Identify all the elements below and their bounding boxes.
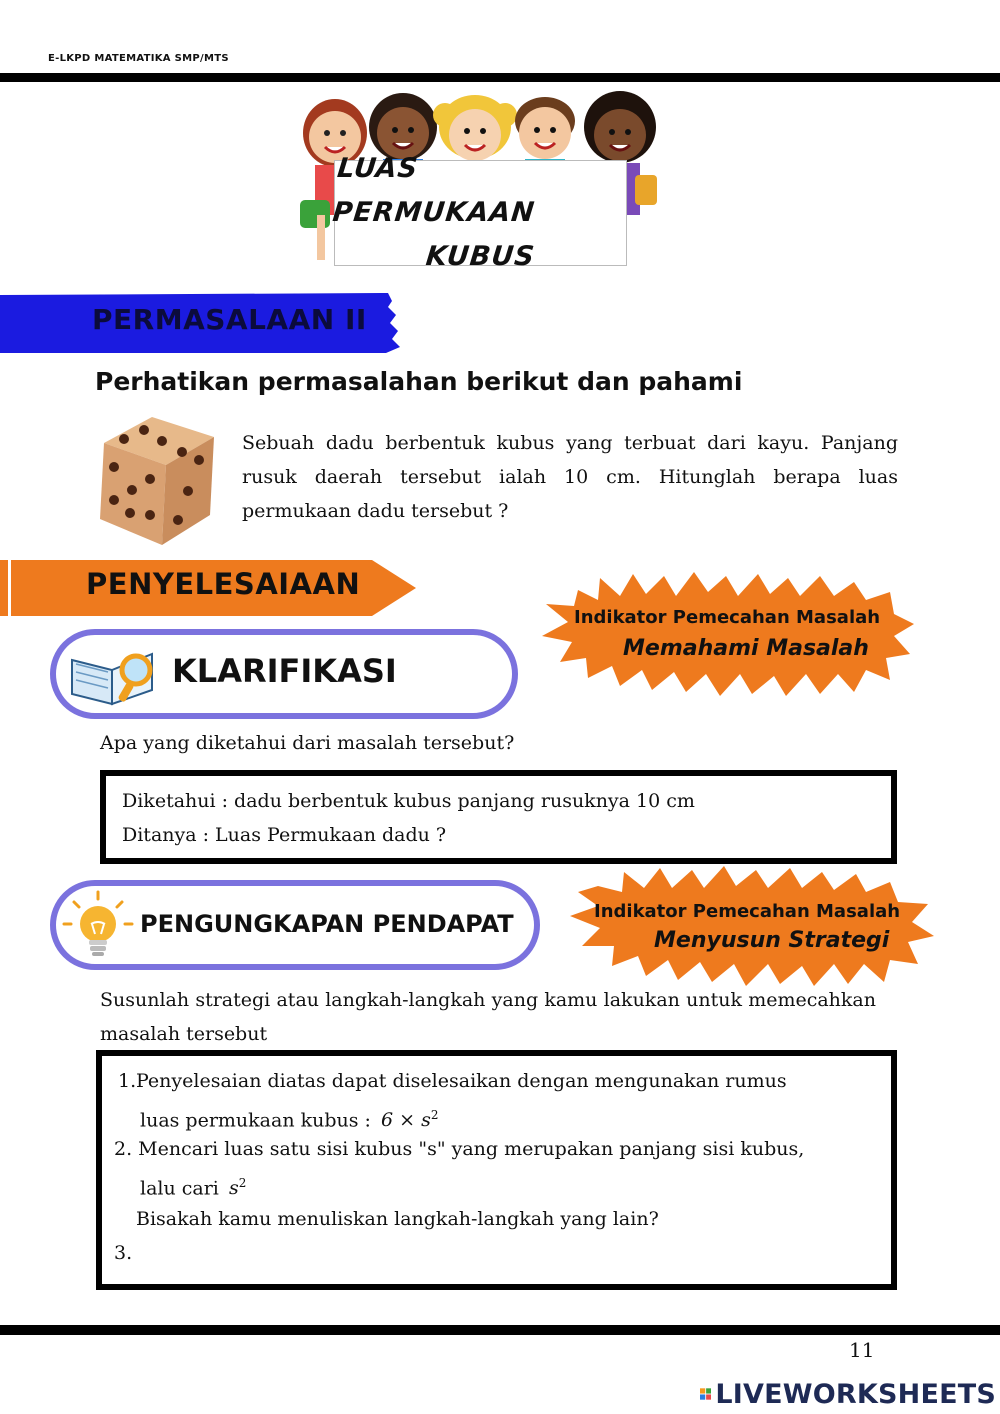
indicator-2-label: Indikator Pemecahan Masalah	[594, 901, 901, 922]
step-1-text: Penyelesaian diatas dapat diselesaikan dengan mengunakan rumus	[136, 1070, 787, 1092]
step-1-number: 1.	[118, 1070, 137, 1092]
problem-instruction: Perhatikan permasalahan berikut dan pahami	[95, 367, 743, 396]
formula-side-square: s	[228, 1177, 239, 1200]
title-board	[331, 153, 627, 272]
indicator-2-value: Menyusun Strategi	[654, 928, 890, 953]
bottom-divider	[0, 1325, 1000, 1335]
formula-side-square-exponent: 2	[238, 1176, 247, 1190]
other-steps-prompt: Bisakah kamu menuliskan langkah-langkah yang lain?	[136, 1208, 659, 1230]
asked-text: Ditanya : Luas Permukaan dadu ?	[122, 824, 447, 846]
problem-banner-title: PERMASALAAN II	[92, 303, 367, 336]
lightbulb-icon	[62, 890, 134, 962]
problem-text: Sebuah dadu berbentuk kubus yang terbuat dari kayu. Panjang rusuk daerah tersebut ialah 10 cm. Hitunglah berapa luas permukaan dadu tersebut ?	[242, 432, 898, 522]
title-line-2: KUBUS	[424, 241, 537, 272]
book-magnifier-icon	[68, 640, 160, 708]
indicator-1-value: Memahami Masalah	[623, 636, 869, 661]
wooden-dice-image	[94, 415, 219, 547]
liveworksheets-watermark[interactable]	[700, 1378, 996, 1410]
klarifikasi-answer-box[interactable]	[100, 770, 897, 864]
formula-surface-area-exponent: 2	[430, 1108, 439, 1122]
klarifikasi-question: Apa yang diketahui dari masalah tersebut?	[100, 732, 515, 754]
step-3-number: 3.	[114, 1242, 133, 1264]
page-number: 11	[849, 1338, 875, 1362]
watermark-text: LIVEWORKSHEETS	[715, 1378, 996, 1410]
solution-banner-title: PENYELESAIAAN	[86, 567, 361, 601]
step-2-text: 2. Mencari luas satu sisi kubus "s" yang merupakan panjang sisi kubus,	[114, 1138, 805, 1160]
step-2-label: lalu cari	[140, 1177, 219, 1200]
title-line-1: LUAS PERMUKAAN	[331, 153, 537, 228]
document-header: E-LKPD MATEMATIKA SMP/MTS	[48, 53, 229, 64]
known-text: Diketahui : dadu berbentuk kubus panjang rusuknya 10 cm	[122, 790, 695, 812]
step-2-text-continued	[140, 1166, 246, 1205]
pendapat-instruction: Susunlah strategi atau langkah-langkah yang kamu lakukan untuk memecahkan masalah tersebut	[100, 989, 876, 1045]
pendapat-label: PENGUNGKAPAN PENDAPAT	[140, 910, 514, 938]
formula-surface-area: 6 × s	[381, 1109, 431, 1132]
liveworksheets-logo-icon	[700, 1381, 711, 1407]
indicator-2-splash	[568, 864, 938, 988]
indicator-1-label: Indikator Pemecahan Masalah	[574, 607, 881, 628]
top-divider	[0, 73, 1000, 82]
klarifikasi-label: KLARIFIKASI	[172, 652, 397, 690]
pendapat-answer-box[interactable]	[96, 1050, 897, 1290]
indicator-1-splash	[538, 570, 918, 698]
step-1-label: luas permukaan kubus :	[140, 1109, 371, 1132]
